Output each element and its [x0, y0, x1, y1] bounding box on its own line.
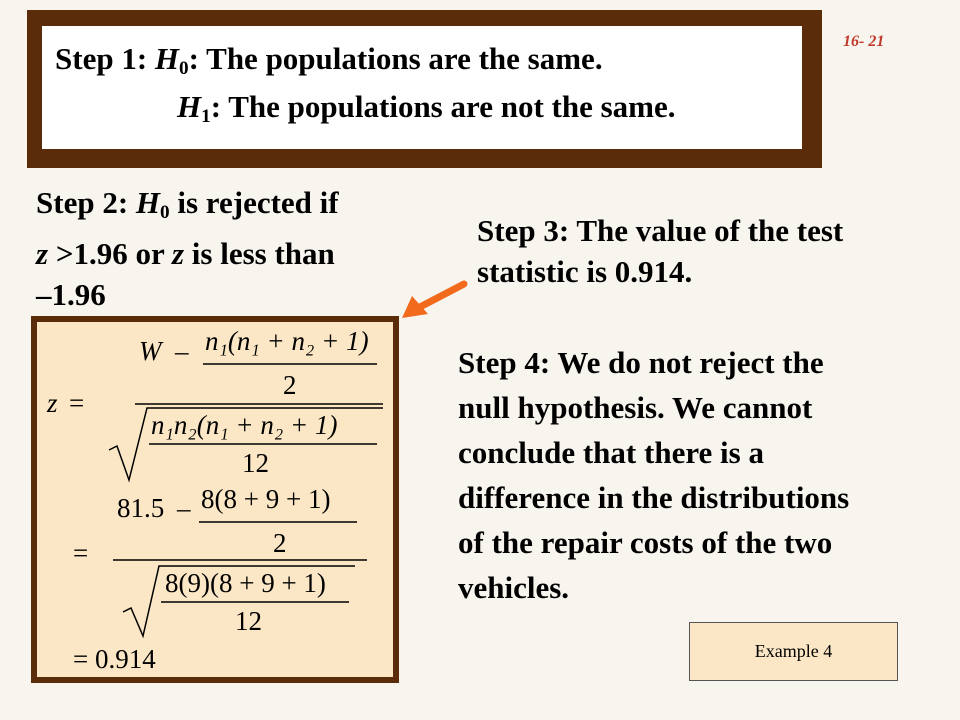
step2-decision-rule: [36, 182, 436, 315]
example-label: Example 4: [689, 622, 898, 681]
formula-w: W: [139, 336, 162, 366]
formula-equals-2: =: [73, 538, 89, 568]
formula-sqrt-num-2: 8(9)(8 + 9 + 1): [165, 568, 326, 598]
formula-den-2: 2: [273, 528, 287, 558]
formula-w-value: 81.5: [117, 493, 165, 523]
wilcoxon-z-formula: [37, 322, 393, 677]
formula-minus-2: –: [177, 493, 191, 523]
formula-sqrt-num-1: n₁n₂(n₁ + n₂ + 1): [151, 410, 338, 440]
step2-text-3: is less than: [184, 235, 335, 271]
step1-label: Step 1:: [55, 41, 155, 76]
formula-box: [31, 316, 399, 683]
formula-sqrt-den-1: 12: [242, 448, 269, 478]
h0-letter: H: [154, 41, 180, 76]
slide-number: 16- 21: [843, 33, 885, 50]
step4-conclusion: Step 4: We do not reject the null hypothesis. We cannot conclude that there is a difference in the distributions of the repair costs of the two vehicles.: [458, 345, 850, 605]
null-hypothesis-line: [55, 40, 802, 88]
step3-test-statistic: Step 3: The value of the test statistic is 0.914.: [477, 213, 844, 289]
step2-h-subscript: 0: [160, 201, 170, 223]
step2-text-2: >1.96 or: [48, 235, 172, 271]
step2-text-1: is rejected if: [169, 185, 339, 220]
h1-text: : The populations are not the same.: [210, 88, 676, 124]
formula-z: z: [47, 388, 58, 418]
arrow-icon: [400, 278, 470, 322]
h0-subscript: 0: [179, 57, 189, 79]
formula-sqrt-den-2: 12: [235, 606, 262, 636]
step2-label: Step 2:: [36, 185, 136, 220]
formula-den-1: 2: [283, 370, 297, 400]
formula-num-2: 8(8 + 9 + 1): [201, 484, 331, 514]
step2-h-letter: H: [135, 185, 161, 220]
alt-hypothesis-line: [55, 88, 802, 136]
h1-letter: H: [177, 88, 202, 124]
step2-z-1: z: [36, 235, 49, 271]
hypothesis-box: [38, 22, 806, 153]
formula-minus-1: –: [175, 336, 189, 366]
formula-result: = 0.914: [73, 644, 156, 674]
h1-subscript: 1: [201, 105, 211, 127]
step2-text-4: –1.96: [36, 276, 106, 312]
h0-text: : The populations are the same.: [188, 41, 603, 76]
formula-equals-1: =: [69, 388, 85, 418]
formula-num-1: n₁(n₁ + n₂ + 1): [205, 326, 369, 356]
step2-z-2: z: [171, 235, 185, 271]
